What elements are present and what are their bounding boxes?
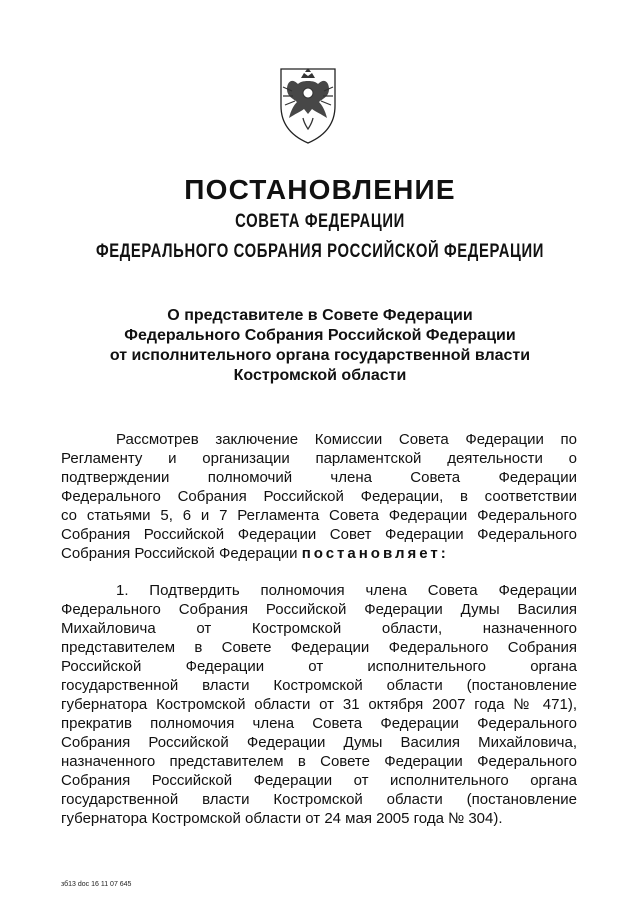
document-footer-code: зб13 doc 16 11 07 645	[61, 881, 132, 888]
page-title: ПОСТАНОВЛЕНИЕ	[184, 174, 456, 205]
paragraph-item-1	[61, 581, 577, 828]
paragraph-line: со статьями 5, 6 и 7 Регламента Совета Федерации Федерального	[61, 507, 577, 524]
paragraph-line: 1. Подтвердить полномочия члена Совета Федерации	[116, 582, 577, 599]
paragraph-line: подтверждении полномочий члена Совета Федерации	[61, 469, 577, 486]
paragraph-line: государственной власти Костромской области (постановление	[61, 677, 577, 694]
paragraph-line: назначенного представителем в Совете Федерации Федерального	[61, 753, 577, 770]
heading-line: Костромской области	[233, 367, 407, 384]
paragraph-line: государственной власти Костромской области (постановление	[61, 791, 577, 808]
russian-coat-of-arms-icon	[273, 63, 343, 145]
document-heading	[75, 306, 565, 386]
paragraph-line: Рассмотрев заключение Комиссии Совета Федерации по	[116, 431, 577, 448]
paragraph-preamble	[61, 430, 577, 563]
paragraph-line: Федерального Собрания Российской Федерации, в соответствии	[61, 488, 577, 505]
paragraph-line: Регламенту и организации парламентской деятельности о	[61, 450, 577, 467]
paragraph-line: Михайловича от Костромской области, назначенного	[61, 620, 577, 637]
paragraph-line: Российской Федерации от исполнительного органа	[61, 658, 577, 675]
paragraph-line: Собрания Российской Федерации Думы Василия Михайловича,	[61, 734, 577, 751]
paragraph-line: представителем в Совете Федерации Федерального Собрания	[61, 639, 577, 656]
heading-line: от исполнительного органа государственной власти	[109, 347, 531, 364]
issuer-line-2: ФЕДЕРАЛЬНОГО СОБРАНИЯ РОССИЙСКОЙ ФЕДЕРАЦИИ	[95, 241, 545, 262]
heading-line: Федерального Собрания Российской Федерации	[124, 327, 516, 344]
paragraph-line-text: Собрания Российской Федерации	[61, 545, 302, 562]
paragraph-line: прекратив полномочия члена Совета Федерации Федерального	[61, 715, 577, 732]
paragraph-line: Собрания Российской Федерации от исполнительного органа	[61, 772, 577, 789]
resolution-word: постановляет:	[301, 545, 449, 562]
heading-line: О представителе в Совете Федерации	[167, 307, 473, 324]
paragraph-line: Собрания Российской Федерации Совет Федерации Федерального	[61, 526, 577, 543]
paragraph-line: губернатора Костромской области от 24 мая 2005 года № 304).	[61, 810, 503, 827]
paragraph-last-line	[61, 544, 577, 563]
paragraph-line: Федерального Собрания Российской Федерации Думы Василия	[61, 601, 577, 618]
paragraph-line: губернатора Костромской области от 31 октября 2007 года № 471),	[61, 696, 577, 713]
issuer-line-1: СОВЕТА ФЕДЕРАЦИИ	[235, 211, 405, 232]
